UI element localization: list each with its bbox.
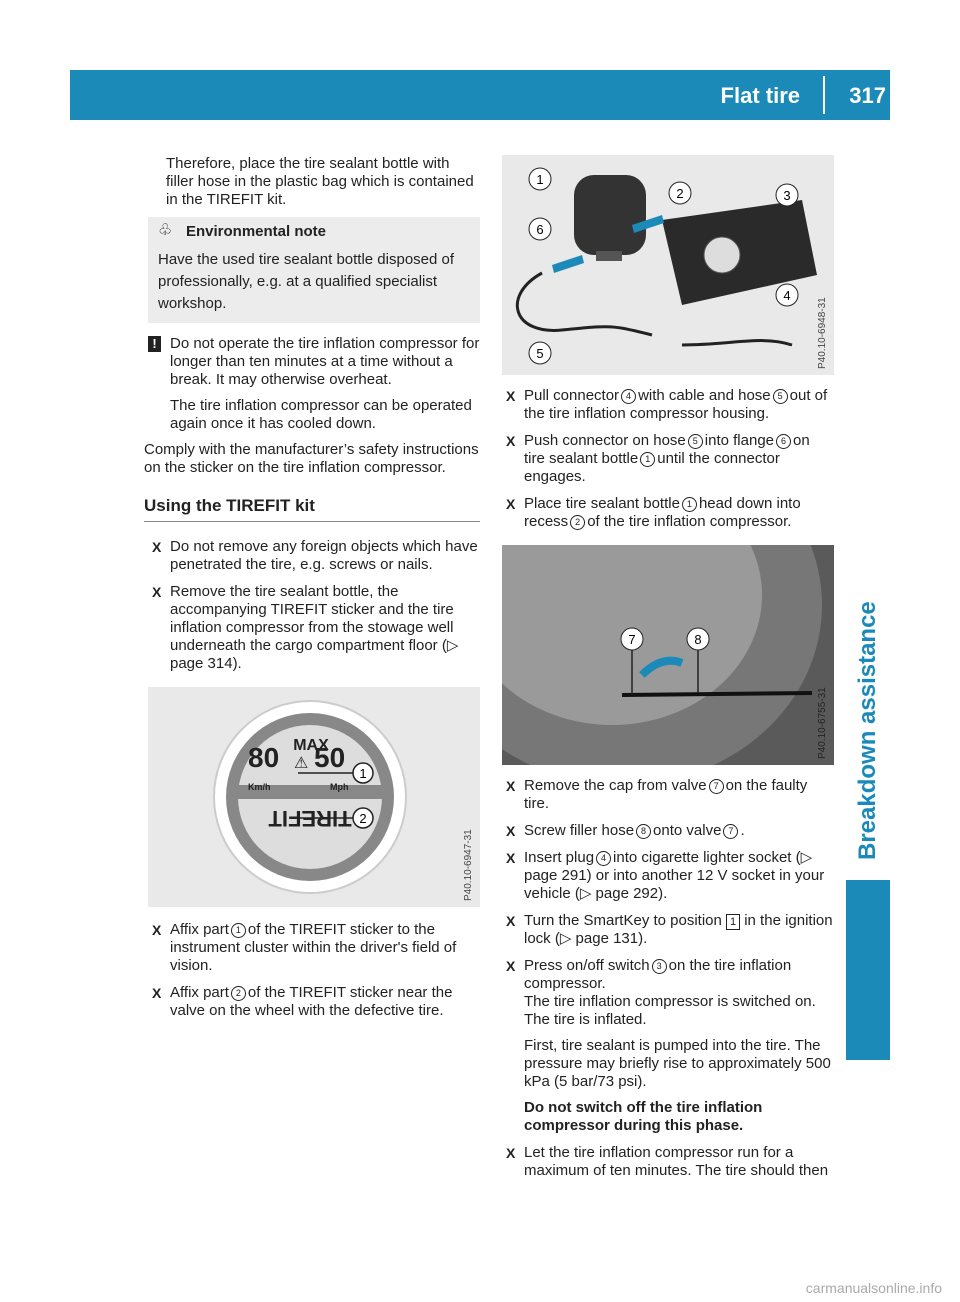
- callout-ref: 7: [709, 779, 724, 794]
- step-marker-icon: X: [506, 778, 516, 794]
- step-marker-icon: X: [506, 1145, 516, 1161]
- sticker-max: MAX: [293, 737, 329, 754]
- step-marker-icon: X: [152, 584, 162, 600]
- svg-text:8: 8: [694, 632, 702, 647]
- callout-ref: 5: [688, 434, 703, 449]
- step-item: X Place tire sealant bottle 1 head down into recess 2 of the tire inflation compressor.: [506, 495, 801, 530]
- wheel-illustration: [502, 545, 834, 765]
- step-item: X Let the tire inflation compressor run for a maximum of ten minutes. The tire should then: [506, 1144, 829, 1179]
- sticker-unit-kmh: Km/h: [248, 782, 271, 792]
- callout-ref: 6: [776, 434, 791, 449]
- key-position-icon: 1: [726, 914, 740, 930]
- figure-code: P40.10-6947-31: [463, 829, 474, 901]
- svg-text:7: 7: [628, 632, 636, 647]
- svg-text:1: 1: [536, 172, 544, 187]
- tirefit-sticker-figure: [148, 687, 480, 907]
- step-item: X Affix part 2 of the TIREFIT sticker near the valve on the wheel with the defective tire.: [152, 984, 453, 1019]
- sticker-brand: TIREFIT: [268, 806, 352, 831]
- step-item: X Insert plug 4 into cigarette lighter socket (▷ page 291) or into another 12 V socket in your vehicle (▷ page 292).: [506, 849, 825, 902]
- step-marker-icon: X: [152, 922, 162, 938]
- step-marker-icon: X: [506, 823, 516, 839]
- sidebar-section-label: Breakdown assistance: [854, 601, 881, 860]
- sidebar-tab: [846, 520, 890, 860]
- wheel-valve-figure: [502, 545, 834, 765]
- figure-code: P40.10-6755-31: [817, 687, 828, 759]
- compressor-figure: [502, 155, 834, 375]
- svg-text:2: 2: [359, 811, 367, 826]
- page-number: 317: [849, 83, 886, 108]
- env-title: Environmental note: [186, 223, 327, 240]
- warning-icon: !: [148, 336, 161, 352]
- callout-ref: 1: [231, 923, 246, 938]
- figure-code: P40.10-6948-31: [817, 297, 828, 369]
- step-marker-icon: X: [152, 985, 162, 1001]
- left-column: [144, 155, 480, 1029]
- callout-ref: 1: [682, 497, 697, 512]
- callout-ref: 5: [773, 389, 788, 404]
- warning-text: Do not operate the tire inflation compressor for longer than ten minutes at a time without a break. It may otherwise overheat.: [170, 335, 480, 388]
- step-item: X Screw filler hose 8 onto valve 7 .: [506, 822, 745, 839]
- environmental-note: [148, 217, 480, 323]
- callout-ref: 2: [570, 515, 585, 530]
- leaf-icon: ♧: [158, 222, 173, 239]
- step-item: X Press on/off switch 3 on the tire inflation compressor. The tire inflation compressor is switched on. The tire is inflated. First, tire sealant is pumped into the tire. The pressure may briefly rise to approximately 500 kPa (5 bar/73 psi). Do not switch off the tire inflation compressor during this phase.: [506, 957, 831, 1134]
- step-item: X Pull connector 4 with cable and hose 5 out of the tire inflation compressor housing.: [506, 387, 828, 422]
- callout-ref: 1: [640, 452, 655, 467]
- step-marker-icon: X: [506, 958, 516, 974]
- callout-ref: 7: [723, 824, 738, 839]
- comply-text: Comply with the manufacturer’s safety instructions on the sticker on the tire inflation compressor.: [144, 441, 479, 476]
- callout-ref: 8: [636, 824, 651, 839]
- callout-ref: 2: [231, 986, 246, 1001]
- step-item: X Push connector on hose 5 into flange 6 on tire sealant bottle 1 until the connector engages.: [506, 432, 810, 485]
- sticker-speed-kmh: 80: [248, 742, 280, 773]
- svg-text:4: 4: [783, 288, 791, 303]
- svg-text:2: 2: [676, 186, 684, 201]
- step-marker-icon: X: [152, 539, 162, 555]
- callout-ref: 3: [652, 959, 667, 974]
- warning-triangle-icon: ⚠: [294, 755, 309, 772]
- callout-ref: 4: [621, 389, 636, 404]
- env-text: Have the used tire sealant bottle disposed of professionally, e.g. at a qualified specialist workshop.: [158, 251, 455, 312]
- step-item: X Affix part 1 of the TIREFIT sticker to the instrument cluster within the driver's field of vision.: [152, 921, 457, 974]
- warning-note: [148, 335, 480, 433]
- intro-text: Therefore, place the tire sealant bottle with filler hose in the plastic bag which is contained in the TIREFIT kit.: [166, 155, 474, 208]
- sidebar-color-block: [846, 880, 890, 1060]
- right-column: [502, 155, 834, 1189]
- watermark: carmanualsonline.info: [805, 1280, 942, 1296]
- step-item: X Do not remove any foreign objects which have penetrated the tire, e.g. screws or nails.: [152, 538, 478, 573]
- compressor-illustration: [502, 155, 834, 375]
- step-item: X Remove the cap from valve 7 on the faulty tire.: [506, 777, 808, 812]
- callout-ref: 4: [596, 851, 611, 866]
- step-marker-icon: X: [506, 913, 516, 929]
- step-marker-icon: X: [506, 433, 516, 449]
- step-marker-icon: X: [506, 388, 516, 404]
- step-marker-icon: X: [506, 496, 516, 512]
- warning-text-2: The tire inflation compressor can be operated again once it has cooled down.: [170, 397, 472, 432]
- step-item: X Turn the SmartKey to position 1 in the ignition lock (▷ page 131).: [506, 912, 833, 947]
- svg-text:6: 6: [536, 222, 544, 237]
- step-marker-icon: X: [506, 850, 516, 866]
- page-header: [70, 70, 890, 120]
- section-heading: Using the TIREFIT kit: [144, 497, 480, 522]
- sticker-speed-mph: 50: [314, 742, 346, 773]
- step-item: X Remove the tire sealant bottle, the accompanying TIREFIT sticker and the tire inflation compressor from the stowage well underneath the cargo compartment floor (▷ page 314).: [152, 583, 459, 672]
- svg-text:3: 3: [783, 188, 791, 203]
- sticker-unit-mph: Mph: [330, 782, 349, 792]
- sticker-illustration: [148, 687, 480, 907]
- svg-text:5: 5: [536, 346, 544, 361]
- header-divider: [823, 76, 825, 114]
- svg-text:1: 1: [359, 766, 367, 781]
- section-title: Flat tire: [720, 83, 800, 108]
